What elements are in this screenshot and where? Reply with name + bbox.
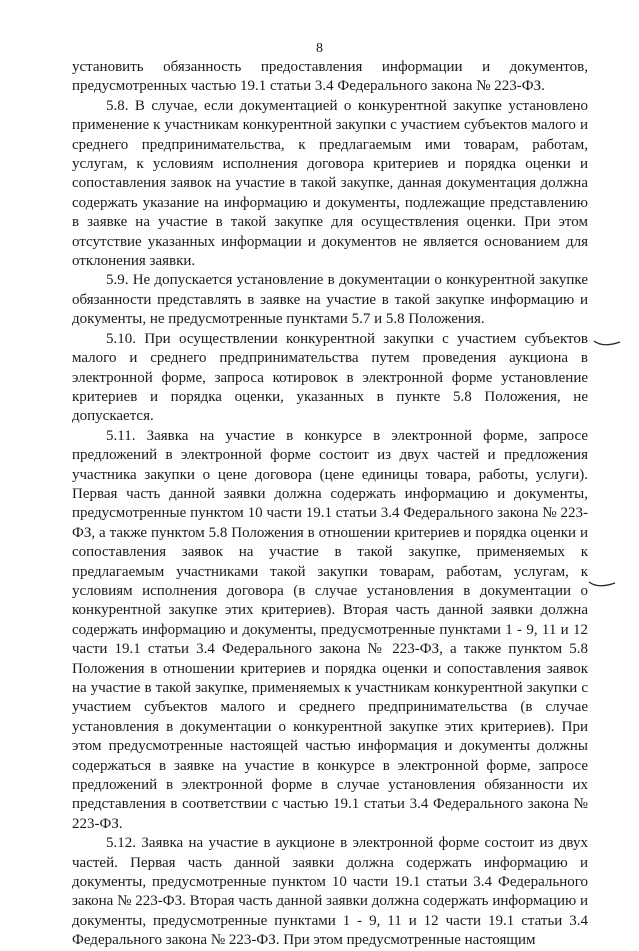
page-number: 8 xyxy=(316,41,323,56)
paragraph-5-10: 5.10. При осуществлении конкурентной закупки с участием субъектов малого и среднего предпринимательства путем проведения аукциона в электронной форме, запроса котировок в электронной форме установление критериев и порядка оценки, указанных в пункте 5.8 Положения, не допускается. xyxy=(72,330,588,425)
paragraph-5-9: 5.9. Не допускается установление в документации о конкурентной закупке обязанности представлять в заявке на участие в такой закупке информацию и документы, не предусмотренные пунктами 5.7 и 5.8 Положения. xyxy=(72,272,588,328)
paragraph-5-8: 5.8. В случае, если документацией о конкурентной закупке установлено применение к участникам конкурентной закупки с участием субъектов малого и среднего предпринимательства, к предлагаемым ими товарам, работам, услугам, к условиям исполнения договора критериев и порядка оценки и сопоставления заявок на участие в такой закупке, данная документация должна содержать указание на информацию и документы, подлежащие представлению в заявке на участие в такой закупке для осуществления оценки. При этом отсутствие указанных информации и документов не является основанием для отклонения заявки. xyxy=(72,97,588,270)
paragraph-continuation: установить обязанность предоставления информации и документов, предусмотренных частью 19.1 статьи 3.4 Федерального закона № 223-ФЗ. xyxy=(72,59,588,95)
margin-scan-mark xyxy=(588,580,616,590)
paragraph-5-11: 5.11. Заявка на участие в конкурсе в электронной форме, запросе предложений в электронной форме состоит из двух частей и предложения участника закупки о цене договора (цене единицы товара, работы, услуги). Первая часть данной заявки должна содержать информацию и документы, предусмотренные пунктом 10 части 19.1 статьи 3.4 Федерального закона № 223-ФЗ, а также пунктом 5.8 Положения в отношении критериев и порядка оценки и сопоставления заявок на участие в такой закупке, применяемых к предлагаемым участниками такой закупки товарам, работам, услугам, к условиям исполнения договора (в случае установления в документации о конкурентной закупке этих критериев). Вторая часть данной заявки должна содержать информацию и документы, предусмотренные пунктами 1 - 9, 11 и 12 части 19.1 статьи 3.4 Федерального закона № 223-ФЗ, а также пунктом 5.8 Положения в отношении критериев и порядка оценки и сопоставления заявок на участие в такой закупке, применяемых к участникам конкурентной закупки с участием субъектов малого и среднего предпринимательства (в случае установления в документации о конкурентной закупке этих критериев). При этом предусмотренные настоящей частью информация и документы должны содержаться в заявке на участие в конкурсе в электронной форме, запросе предложений в электронной форме в случае установления обязанности их представления в соответствии с частью 19.1 статьи 3.4 Федерального закона № 223-ФЗ. xyxy=(72,427,588,832)
document-body xyxy=(72,58,588,951)
paragraph-5-12: 5.12. Заявка на участие в аукционе в электронной форме состоит из двух частей. Первая часть данной заявки должна содержать информацию и документы, предусмотренные пунктом 10 части 19.1 статьи 3.4 Федерального закона № 223-ФЗ. Вторая часть данной заявки должна содержать информацию и документы, предусмотренные пунктами 1 - 9, 11 и 12 части 19.1 статьи 3.4 Федерального закона № 223-ФЗ. При этом предусмотренные настоящим xyxy=(72,835,588,949)
margin-scan-mark xyxy=(593,339,621,349)
